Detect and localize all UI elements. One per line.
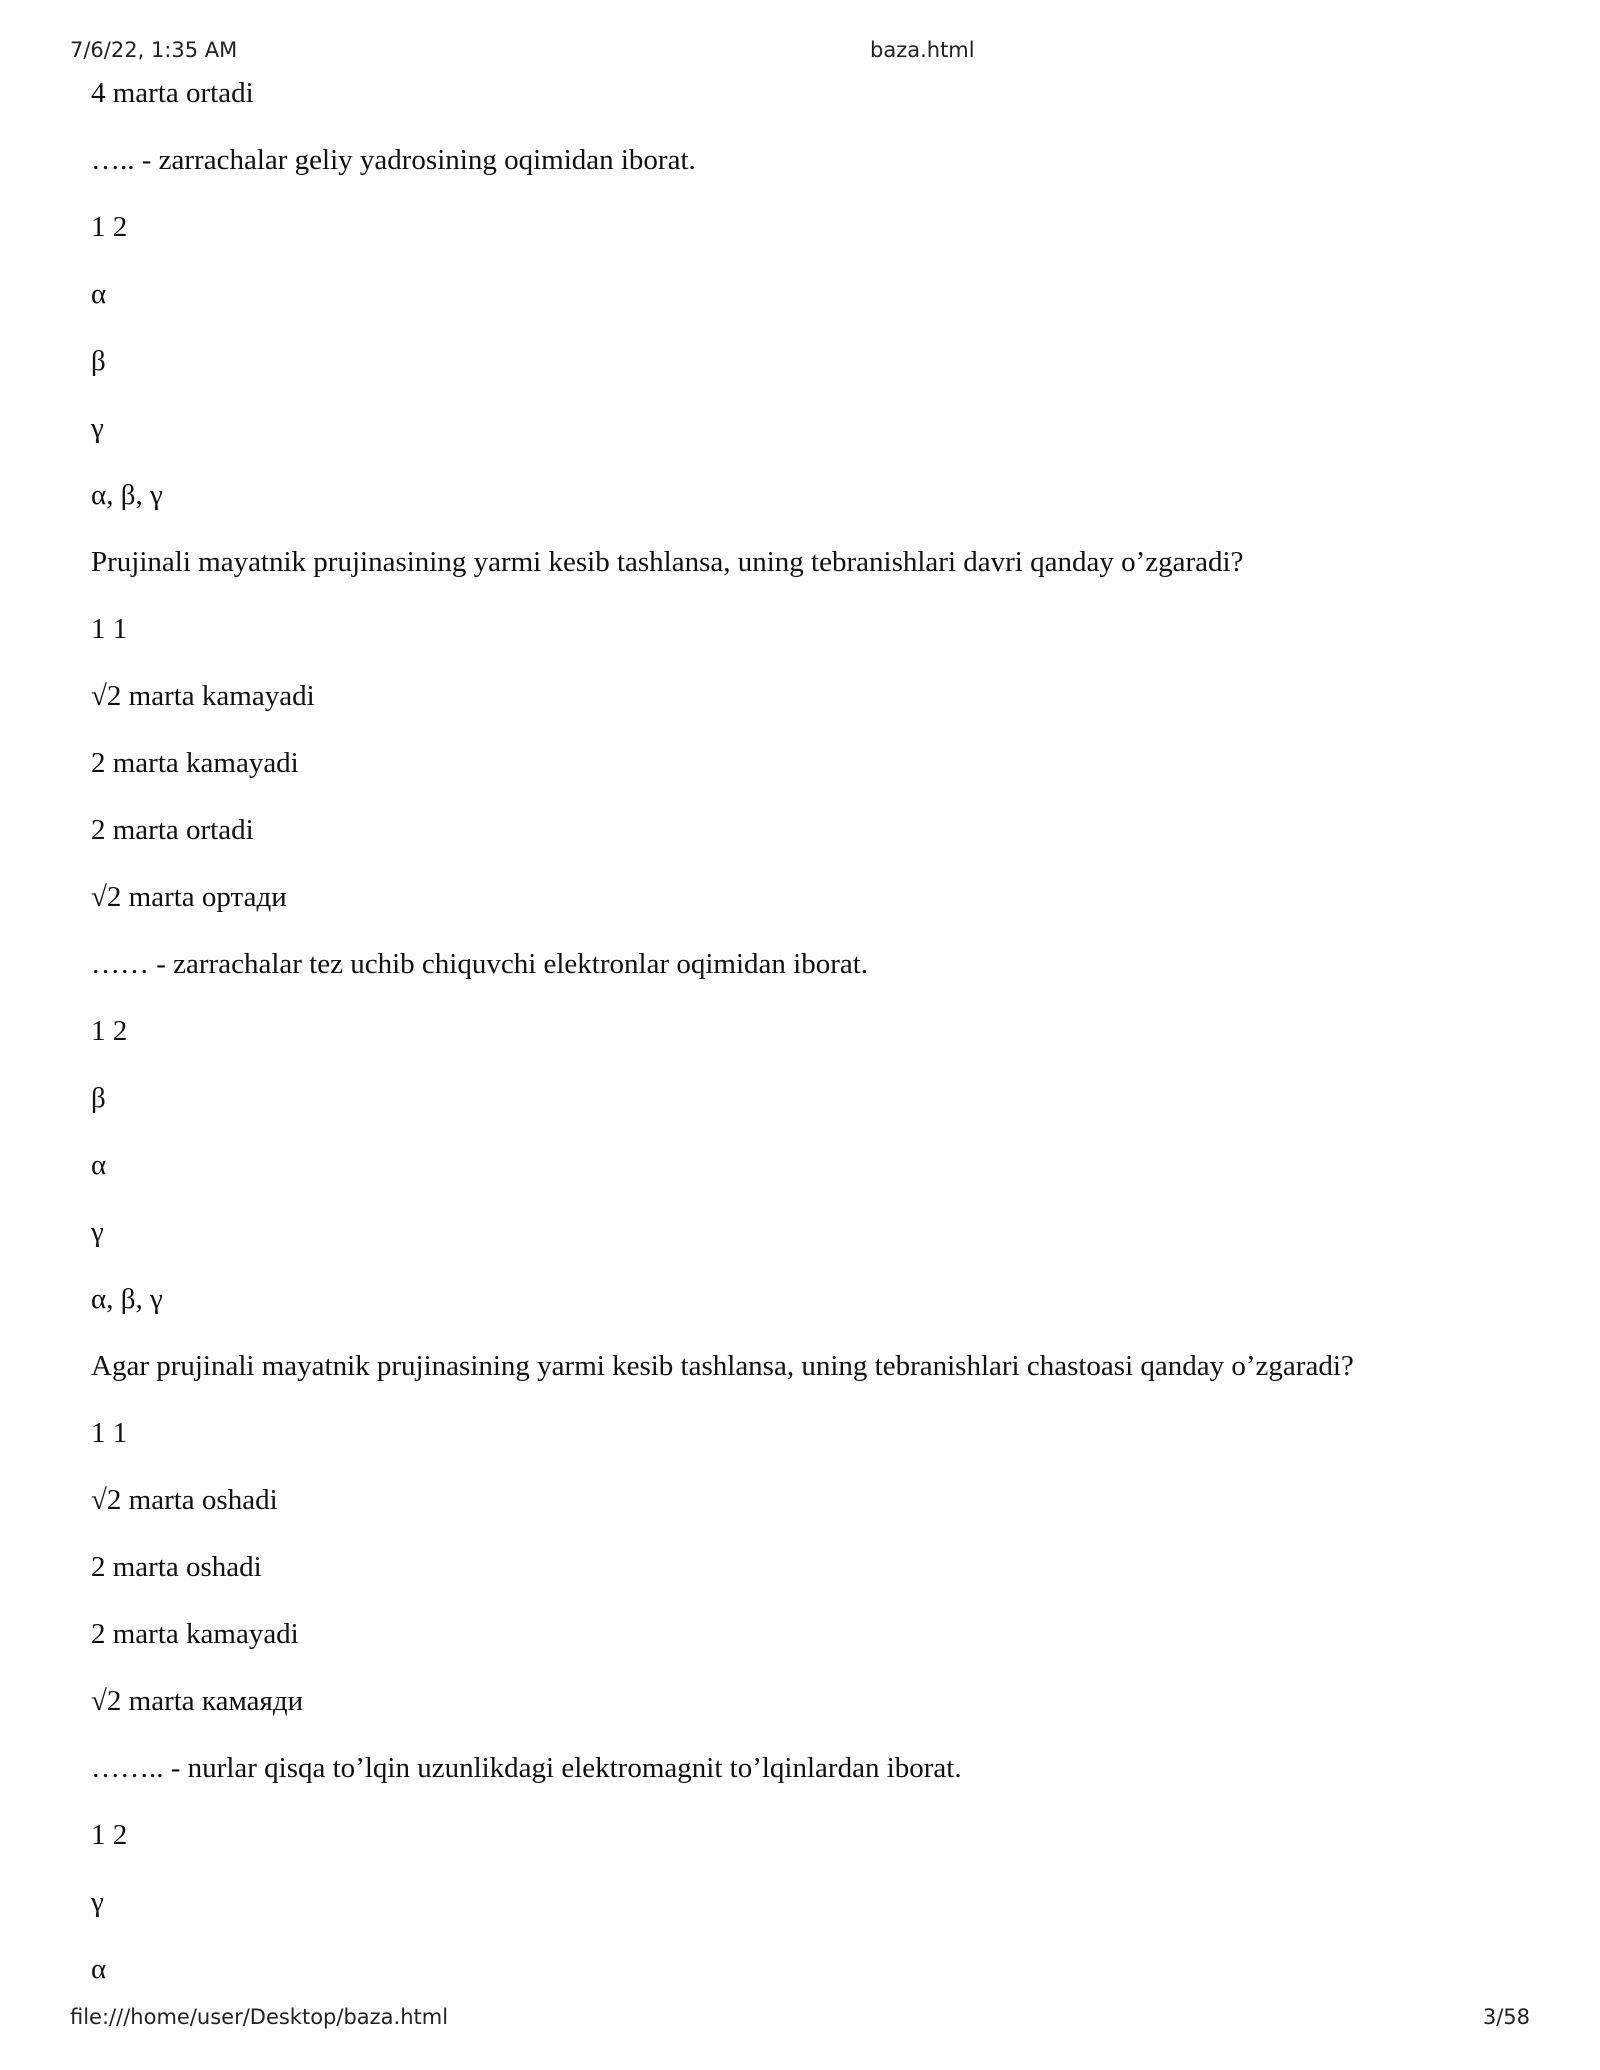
answer-option: 4 marta ortadi [91, 77, 254, 109]
question-text: …….. - nurlar qisqa to’lqin uzunlikdagi elektromagnit to’lqinlardan iborat. [91, 1752, 962, 1784]
question-text: Agar prujinali mayatnik prujinasining yarmi kesib tashlansa, uning tebranishlari chastoasi qanday o’zgaradi? [91, 1350, 1354, 1382]
question-meta: 1 1 [91, 613, 128, 645]
answer-option: 2 marta kamayadi [91, 747, 299, 779]
answer-option: γ [91, 1216, 104, 1248]
question-text: …… - zarrachalar tez uchib chiquvchi elektronlar oqimidan iborat. [91, 948, 869, 980]
answer-option: 2 marta kamayadi [91, 1618, 299, 1650]
answer-option: √2 marta ортади [91, 881, 287, 913]
answer-option: α, β, γ [91, 1283, 163, 1315]
question-text: ….. - zarrachalar geliy yadrosining oqimidan iborat. [91, 144, 696, 176]
answer-option: √2 marta kamayadi [91, 680, 315, 712]
question-meta: 1 2 [91, 211, 128, 243]
question-meta: 1 2 [91, 1015, 128, 1047]
question-meta: 1 1 [91, 1417, 128, 1449]
print-document-title: baza.html [870, 38, 975, 62]
answer-option: 2 marta oshadi [91, 1551, 262, 1583]
answer-option: α, β, γ [91, 479, 163, 511]
question-meta: 1 2 [91, 1819, 128, 1851]
answer-option: 2 marta ortadi [91, 814, 254, 846]
answer-option: β [91, 345, 106, 377]
answer-option: γ [91, 412, 104, 444]
answer-option: √2 marta камаяди [91, 1685, 304, 1717]
answer-option: α [91, 1953, 107, 1985]
answer-option: γ [91, 1886, 104, 1918]
answer-option: α [91, 278, 107, 310]
answer-option: β [91, 1082, 106, 1114]
answer-option: α [91, 1149, 107, 1181]
question-text: Prujinali mayatnik prujinasining yarmi kesib tashlansa, uning tebranishlari davri qanday o’zgaradi? [91, 546, 1244, 578]
page-content [91, 68, 1551, 2011]
answer-option: √2 marta oshadi [91, 1484, 278, 1516]
print-file-url: file:///home/user/Desktop/baza.html [70, 2005, 449, 2029]
print-datetime: 7/6/22, 1:35 AM [70, 38, 238, 62]
print-page-number: 3/58 [1482, 2005, 1530, 2029]
